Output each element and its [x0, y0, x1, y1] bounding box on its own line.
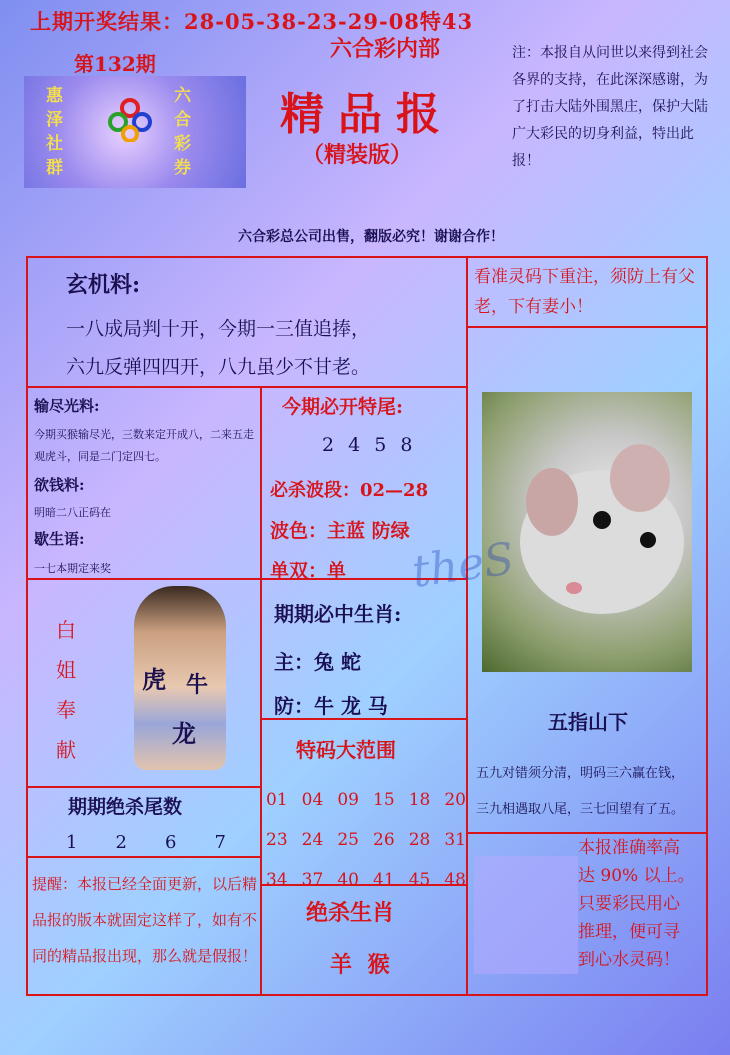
main-title: 精品报: [280, 89, 454, 140]
kill-tail-numbers: 1 2 6 7: [66, 832, 226, 853]
range-row: 34 37 40 41 45 48: [266, 870, 466, 890]
range-row: 23 24 25 26 28 31: [266, 830, 466, 850]
range-row: 01 04 09 15 18 20: [266, 790, 466, 810]
zodiac-label: 期期必中生肖:: [274, 602, 402, 626]
tail-label: 今期必开特尾:: [282, 396, 404, 418]
mystery-label: 玄机料:: [66, 272, 141, 298]
kill-zodiac-label: 绝杀生肖: [306, 900, 395, 926]
mystery-line-1: 一八成局判十开，今期一三值追捧，: [66, 318, 371, 340]
kill-tail-label: 期期绝杀尾数: [68, 796, 183, 818]
edition: （精装版）: [302, 142, 413, 168]
notice: 注：本报自从问世以来得到社会各界的支持，在此深深感谢，为了打击大陆外围黑庄，保护大陆广大彩民的切身利益，特出此报！: [512, 45, 708, 169]
photo-side-text: 白 姐 奉 献: [56, 618, 76, 762]
zodiac-main: 主：兔 蛇: [274, 650, 361, 674]
warning-top: 看准灵码下重注，须防上有父老，下有妻小！: [474, 267, 695, 317]
watermark: theS: [408, 533, 518, 598]
song-text: 一七本期定来奖: [34, 562, 111, 575]
poem-line-2: 三九相遇取八尾，三七回望有了五。: [476, 802, 685, 817]
single-double: 单双：单: [270, 560, 347, 582]
copyright: 六合彩总公司出售，翻版必究！谢谢合作！: [238, 229, 504, 245]
money-text: 明暗二八正码在: [34, 506, 111, 519]
kill-zodiac-values: 羊 猴: [330, 952, 394, 978]
lose-text: 今期买猴输尽光，三数来定开成八，二来五走观虎斗，同是二门定四七。: [34, 428, 254, 463]
right-title: 五指山下: [548, 710, 628, 734]
logo-block: [24, 76, 246, 188]
song-label: 歇生语:: [34, 530, 85, 548]
brand-top: 六合彩内部: [330, 36, 441, 62]
last-result: 上期开奖结果：28-05-38-23-29-08特43: [30, 9, 474, 34]
wave-color: 波色：主蓝 防绿: [270, 520, 410, 542]
lose-label: 输尽光料:: [34, 397, 100, 415]
lottery-logo-icon: [108, 98, 152, 142]
poem-line-1: 五九对错须分清，明码三六赢在钱，: [476, 766, 685, 781]
range-label: 特码大范围: [296, 738, 396, 762]
issue-number: 第132期: [74, 52, 156, 76]
wave-kill: 必杀波段：02—28: [270, 480, 429, 501]
hamster-photo: [482, 392, 692, 672]
accuracy-text: 本报准确率高 达 90% 以上。 只要彩民用心 推理，便可寻 到心水灵码！: [578, 838, 695, 970]
left-chars-2: 六 合 彩 券: [174, 86, 191, 178]
left-chars-1: 惠 泽 社 群: [46, 86, 63, 178]
money-label: 欲钱料:: [34, 476, 85, 494]
range-grid: [266, 780, 466, 900]
mystery-line-2: 六九反弹四四开，八九虽少不甘老。: [66, 356, 371, 378]
reminder: 提醒：本报已经全面更新，以后精品报的版本就固定这样了，如有不同的精品报出现，那么就是假报！: [32, 875, 258, 965]
photo-word-2: 牛: [186, 672, 209, 698]
tail-numbers: 2 4 5 8: [322, 434, 417, 456]
accuracy-image: [474, 856, 578, 974]
zodiac-guard: 防：牛 龙 马: [274, 694, 388, 718]
photo-word-1: 虎: [142, 665, 166, 694]
photo-word-3: 龙: [172, 719, 196, 748]
